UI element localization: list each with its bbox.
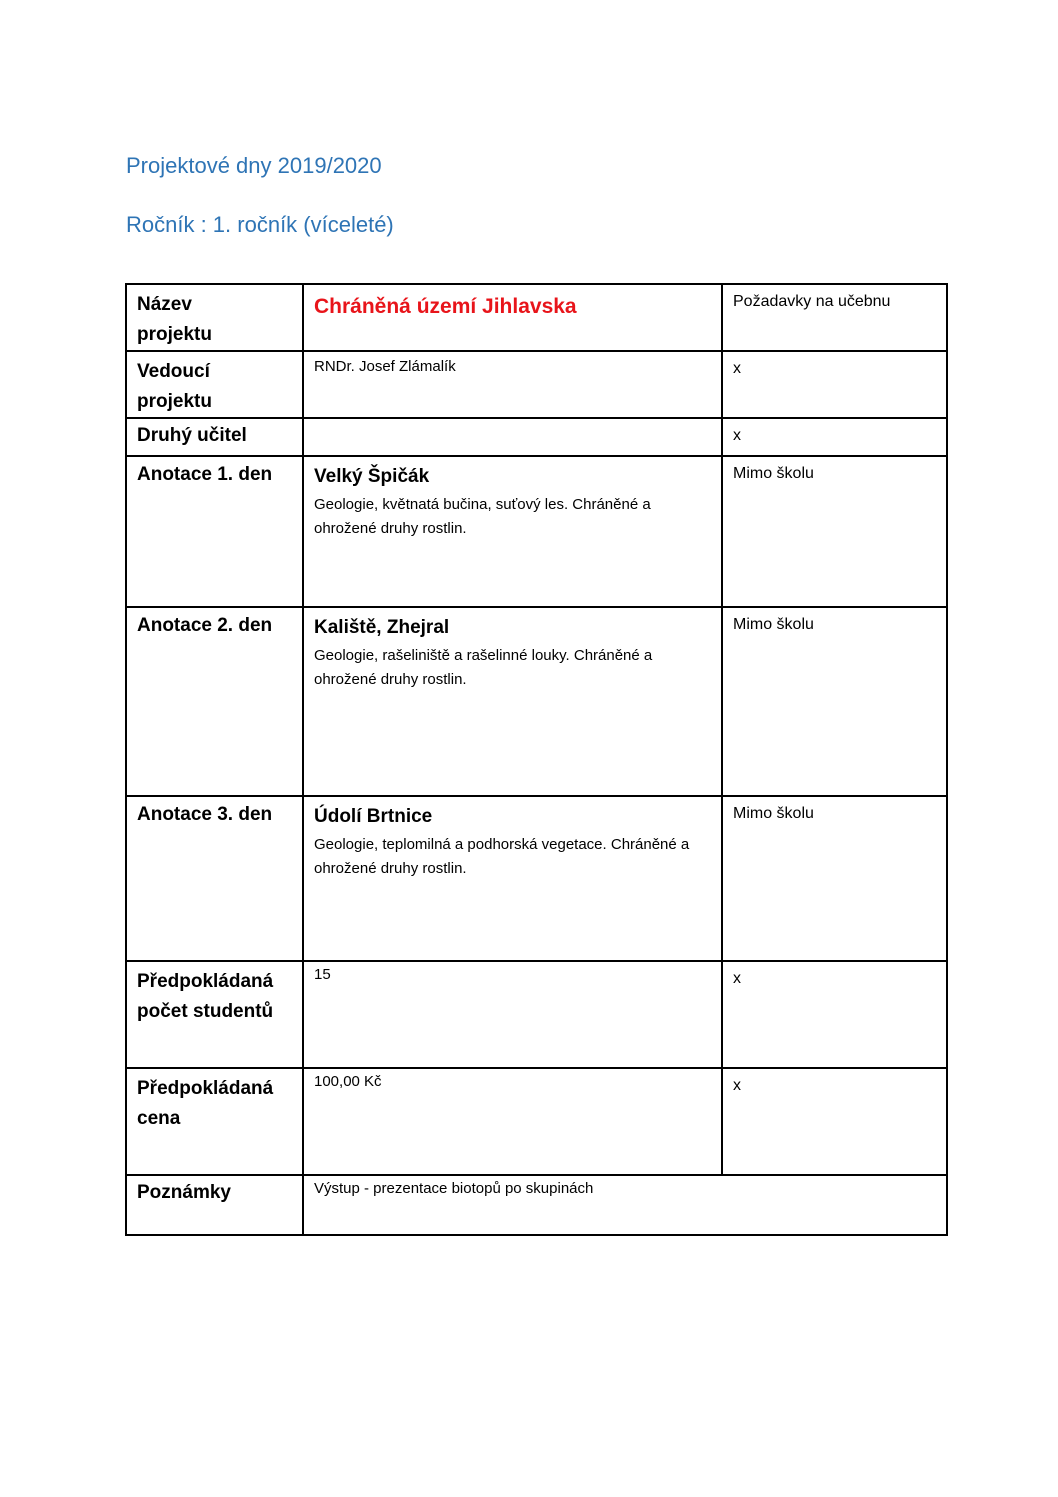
table-row-day-3 <box>126 796 947 961</box>
table-row-leader <box>126 351 947 418</box>
row-label: Předpokládaná počet studentů <box>137 971 274 1022</box>
requirement-text: Mimo školu <box>733 465 814 482</box>
cell-label <box>126 456 303 607</box>
cell-label <box>126 1175 303 1235</box>
cell-value <box>303 418 722 456</box>
day-title: Kaliště, Zhejral <box>314 617 450 638</box>
second-teacher-name <box>304 419 721 429</box>
row-label: Předpokládaná cena <box>137 1078 274 1129</box>
table-row-notes <box>126 1175 947 1235</box>
table-row-students <box>126 961 947 1068</box>
day-description: Geologie, květnatá bučina, suťový les. Chráněné a ohrožené druhy rostlin. <box>314 496 651 537</box>
cell-label <box>126 607 303 796</box>
table-row-day-2 <box>126 607 947 796</box>
day-description: Geologie, teplomilná a podhorská vegetace. Chráněné a ohrožené druhy rostlin. <box>314 836 690 877</box>
row-label: Vedoucí projektu <box>137 361 212 412</box>
table-row-second-teacher <box>126 418 947 456</box>
requirement-text: x <box>733 970 741 987</box>
cell-value <box>303 796 722 961</box>
leader-name: RNDr. Josef Zlámalík <box>314 358 456 375</box>
requirement-text: Mimo školu <box>733 616 814 633</box>
cell-requirement <box>722 796 947 961</box>
price-value: 100,00 Kč <box>314 1073 382 1090</box>
cell-requirement <box>722 607 947 796</box>
notes-text: Výstup - prezentace biotopů po skupinách <box>314 1180 594 1197</box>
requirement-text: x <box>733 427 741 444</box>
requirement-text: Požadavky na učebnu <box>733 293 891 310</box>
cell-value <box>303 284 722 351</box>
cell-label <box>126 961 303 1068</box>
day-description: Geologie, rašeliniště a rašelinné louky. Chráněné a ohrožené druhy rostlin. <box>314 647 653 688</box>
cell-label <box>126 284 303 351</box>
project-title: Chráněná území Jihlavska <box>314 295 577 318</box>
row-label: Poznámky <box>137 1182 231 1203</box>
cell-value <box>303 351 722 418</box>
row-label: Anotace 1. den <box>137 464 273 485</box>
cell-requirement <box>722 1068 947 1175</box>
row-label: Anotace 2. den <box>137 615 273 636</box>
project-table <box>125 283 948 1236</box>
cell-label <box>126 796 303 961</box>
day-title: Velký Špičák <box>314 466 430 487</box>
cell-label <box>126 418 303 456</box>
cell-value <box>303 1068 722 1175</box>
document-title: Projektové dny 2019/2020 <box>126 153 382 178</box>
cell-requirement <box>722 456 947 607</box>
row-label: Název projektu <box>137 294 212 345</box>
day-title: Údolí Brtnice <box>314 806 433 827</box>
row-label: Druhý učitel <box>137 425 247 446</box>
cell-value <box>303 456 722 607</box>
cell-requirement <box>722 418 947 456</box>
requirement-text: Mimo školu <box>733 805 814 822</box>
grade-heading: Ročník : 1. ročník (víceleté) <box>126 212 394 237</box>
cell-requirement <box>722 961 947 1068</box>
cell-value <box>303 1175 947 1235</box>
table-row-price <box>126 1068 947 1175</box>
cell-requirement <box>722 351 947 418</box>
row-label: Anotace 3. den <box>137 804 273 825</box>
cell-value <box>303 961 722 1068</box>
requirement-text: x <box>733 360 741 377</box>
cell-requirement <box>722 284 947 351</box>
cell-label <box>126 351 303 418</box>
table-row-project-name <box>126 284 947 351</box>
students-count: 15 <box>314 966 331 983</box>
requirement-text: x <box>733 1077 741 1094</box>
cell-label <box>126 1068 303 1175</box>
cell-value <box>303 607 722 796</box>
table-row-day-1 <box>126 456 947 607</box>
